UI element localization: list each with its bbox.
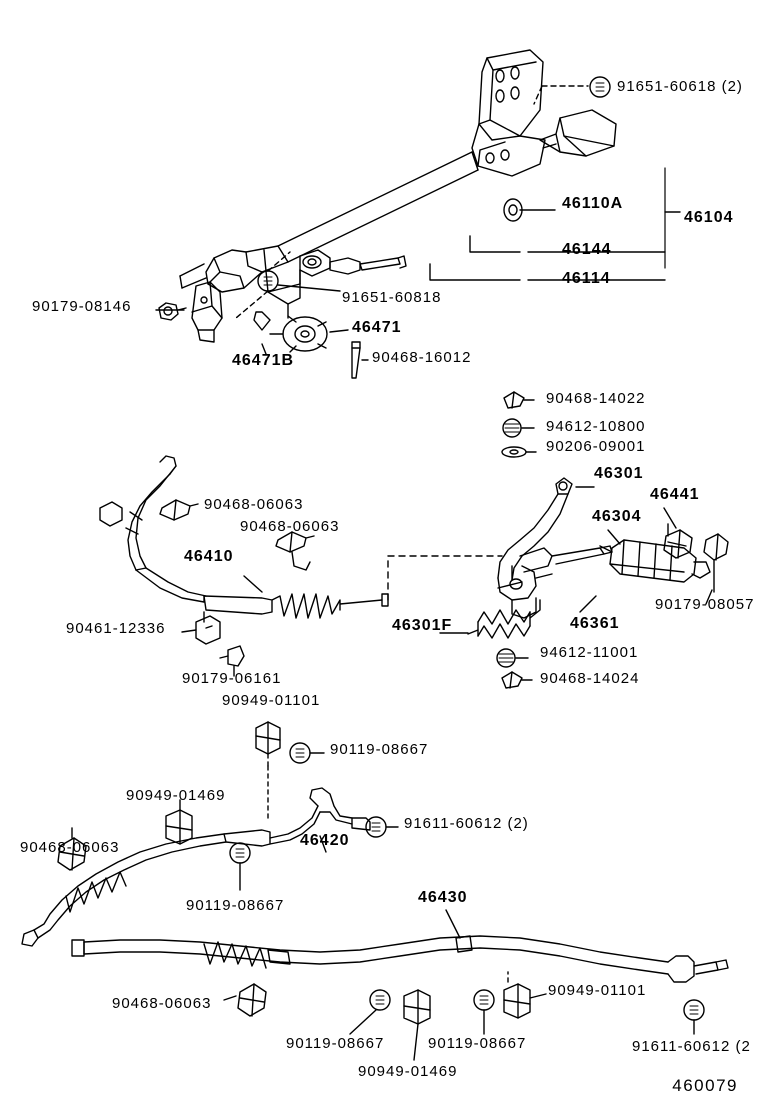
clip-46441	[664, 524, 692, 558]
bolt-91611-60612-a	[366, 817, 398, 837]
bolt-90119-08667-b	[230, 843, 250, 890]
front-cable-46410	[100, 456, 388, 676]
part-label-90949-01101-b: 90949-01101	[548, 982, 647, 999]
part-label-46104: 46104	[684, 209, 734, 226]
part-label-90468-14024: 90468-14024	[540, 670, 640, 687]
part-label-46420: 46420	[300, 832, 350, 849]
part-label-46114: 46114	[562, 270, 611, 287]
part-label-94612-10800: 94612-10800	[546, 418, 646, 435]
clip-90179-08057	[704, 534, 728, 592]
bolt-90119-08667-a	[290, 743, 324, 763]
part-label-90179-08146: 90179-08146	[32, 298, 132, 315]
part-label-46361: 46361	[570, 615, 620, 632]
bracket-46304	[600, 540, 710, 582]
part-label-90119-08667-b: 90119-08667	[186, 897, 285, 914]
lever-mounting-bracket	[180, 250, 330, 342]
part-label-90468-06063-a: 90468-06063	[204, 496, 304, 513]
part-label-46301F: 46301F	[392, 617, 453, 634]
part-label-90179-08057: 90179-08057	[655, 596, 755, 613]
washer-94612-11001	[497, 649, 528, 667]
cable-drum-46471	[254, 312, 327, 352]
part-label-90206-09001: 90206-09001	[546, 438, 646, 455]
pin-46144	[330, 256, 406, 274]
rear-cable-46430	[72, 936, 728, 982]
part-label-90949-01469-b: 90949-01469	[358, 1063, 458, 1080]
part-label-91611-60612-b: 91611-60612 (2	[632, 1038, 751, 1055]
diagram-id: 460079	[672, 1076, 738, 1095]
clamp-90949-01469	[166, 800, 192, 844]
clip-90468-06063-a	[160, 500, 198, 520]
part-label-46441: 46441	[650, 486, 700, 503]
return-spring-46301F	[468, 600, 540, 638]
lever-knob	[540, 110, 616, 156]
clip-90468-06063-b	[276, 532, 314, 570]
part-label-46304: 46304	[592, 508, 642, 525]
clamp-90949-01469-b	[404, 990, 430, 1060]
part-label-46430: 46430	[418, 889, 468, 906]
washer-90206-09001	[502, 447, 536, 457]
part-label-90461-12336: 90461-12336	[66, 620, 166, 637]
part-label-90468-16012: 90468-16012	[372, 349, 472, 366]
part-label-46144: 46144	[562, 241, 612, 258]
part-label-90468-06063-c: 90468-06063	[20, 839, 120, 856]
part-label-46471: 46471	[352, 319, 402, 336]
nut-90179-08146	[159, 303, 186, 320]
part-label-90468-06063-b: 90468-06063	[240, 518, 340, 535]
part-label-90468-06063-d: 90468-06063	[112, 995, 212, 1012]
upper-bracket	[472, 50, 545, 176]
part-label-90179-06161: 90179-06161	[182, 670, 282, 687]
part-label-46301: 46301	[594, 465, 644, 482]
bolt-90468-16012	[352, 342, 360, 378]
part-label-91651-60618: 91651-60618 (2)	[617, 78, 743, 95]
clip-90468-14022	[504, 392, 534, 408]
part-label-94612-11001: 94612-11001	[540, 644, 639, 661]
part-label-46471B: 46471B	[232, 352, 295, 369]
bolt-91611-60612-b	[684, 1000, 704, 1034]
washer-94612-10800	[503, 419, 534, 437]
part-label-90119-08667-a: 90119-08667	[330, 741, 429, 758]
part-label-46110A: 46110A	[562, 195, 624, 212]
part-label-90468-14022: 90468-14022	[546, 390, 646, 407]
part-label-46410: 46410	[184, 548, 234, 565]
clamp-90949-01101	[256, 722, 280, 822]
part-label-90119-08667-c: 90119-08667	[286, 1035, 385, 1052]
clip-90468-14024	[502, 672, 532, 688]
bolt-90119-08667-c	[350, 990, 390, 1034]
clamp-90949-01101-b	[504, 972, 546, 1018]
part-label-91611-60612-a: 91611-60612 (2)	[404, 815, 529, 832]
bolt-90119-08667-d	[474, 990, 494, 1034]
part-label-90119-08667-d: 90119-08667	[428, 1035, 527, 1052]
clip-90468-06063-d	[224, 984, 266, 1016]
lever-shaft	[206, 152, 478, 292]
part-label-91651-60818: 91651-60818	[342, 289, 442, 306]
part-label-90949-01101-a: 90949-01101	[222, 692, 321, 709]
part-label-90949-01469-a: 90949-01469	[126, 787, 226, 804]
